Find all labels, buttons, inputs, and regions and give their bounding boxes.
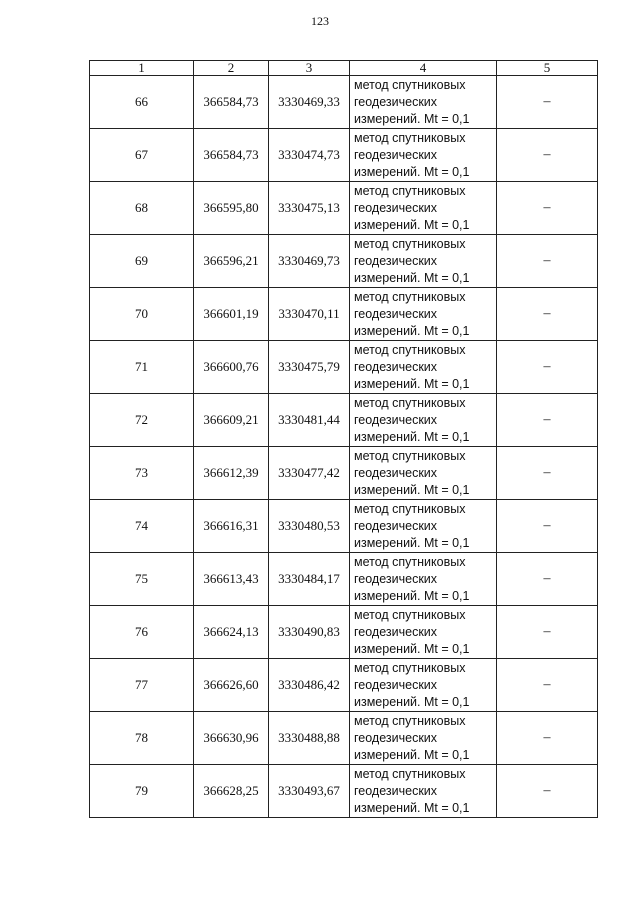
x-coordinate-cell: 366630,96 (194, 712, 269, 765)
point-number-cell: 69 (90, 235, 194, 288)
column-5-cell: – (497, 341, 598, 394)
method-text-line: геодезических (354, 730, 438, 745)
x-coordinate-cell: 366584,73 (194, 76, 269, 129)
method-text-line: метод спутниковых (354, 501, 466, 516)
table-row (90, 606, 598, 659)
column-5-cell: – (497, 129, 598, 182)
method-text-line: измерений. Mt = 0,1 (354, 641, 470, 656)
method-text-line: метод спутниковых (354, 395, 466, 410)
method-text-line: измерений. Mt = 0,1 (354, 694, 470, 709)
point-number-cell: 70 (90, 288, 194, 341)
method-text-line: геодезических (354, 359, 438, 374)
method-text-line: измерений. Mt = 0,1 (354, 800, 470, 815)
method-cell (350, 235, 497, 288)
method-cell (350, 394, 497, 447)
method-text-line: геодезических (354, 624, 438, 639)
x-coordinate-cell: 366601,19 (194, 288, 269, 341)
column-5-cell: – (497, 76, 598, 129)
method-cell (350, 182, 497, 235)
method-text-line: метод спутниковых (354, 130, 466, 145)
method-cell (350, 553, 497, 606)
table-row (90, 76, 598, 129)
table-row (90, 659, 598, 712)
x-coordinate-cell: 366626,60 (194, 659, 269, 712)
column-5-cell: – (497, 712, 598, 765)
point-number-cell: 71 (90, 341, 194, 394)
method-text-line: геодезических (354, 571, 438, 586)
method-text-line: измерений. Mt = 0,1 (354, 429, 470, 444)
x-coordinate-cell: 366613,43 (194, 553, 269, 606)
table-row (90, 712, 598, 765)
x-coordinate-cell: 366624,13 (194, 606, 269, 659)
method-text-line: метод спутниковых (354, 766, 466, 781)
method-cell (350, 712, 497, 765)
table-row (90, 553, 598, 606)
table-header-row (90, 61, 598, 76)
method-text-line: метод спутниковых (354, 660, 466, 675)
column-5-cell: – (497, 235, 598, 288)
method-text-line: измерений. Mt = 0,1 (354, 376, 470, 391)
method-text-line: геодезических (354, 94, 438, 109)
method-text-line: измерений. Mt = 0,1 (354, 747, 470, 762)
point-number-cell: 79 (90, 765, 194, 818)
y-coordinate-cell: 3330486,42 (269, 659, 350, 712)
column-5-cell: – (497, 765, 598, 818)
table-row (90, 182, 598, 235)
x-coordinate-cell: 366616,31 (194, 500, 269, 553)
table-row (90, 235, 598, 288)
method-text-line: геодезических (354, 306, 438, 321)
y-coordinate-cell: 3330470,11 (269, 288, 350, 341)
point-number-cell: 74 (90, 500, 194, 553)
method-text-line: метод спутниковых (354, 289, 466, 304)
method-cell (350, 606, 497, 659)
column-header: 2 (194, 61, 269, 76)
method-text-line: измерений. Mt = 0,1 (354, 323, 470, 338)
point-number-cell: 76 (90, 606, 194, 659)
y-coordinate-cell: 3330475,13 (269, 182, 350, 235)
y-coordinate-cell: 3330469,33 (269, 76, 350, 129)
x-coordinate-cell: 366628,25 (194, 765, 269, 818)
x-coordinate-cell: 366612,39 (194, 447, 269, 500)
table-body (90, 76, 598, 818)
method-text-line: геодезических (354, 200, 438, 215)
y-coordinate-cell: 3330477,42 (269, 447, 350, 500)
y-coordinate-cell: 3330475,79 (269, 341, 350, 394)
column-5-cell: – (497, 288, 598, 341)
method-text-line: метод спутниковых (354, 183, 466, 198)
table-row (90, 394, 598, 447)
y-coordinate-cell: 3330490,83 (269, 606, 350, 659)
table-row (90, 500, 598, 553)
method-text-line: метод спутниковых (354, 554, 466, 569)
page-number: 123 (311, 14, 329, 28)
table-row (90, 447, 598, 500)
method-text-line: метод спутниковых (354, 77, 466, 92)
method-text-line: геодезических (354, 147, 438, 162)
column-5-cell: – (497, 447, 598, 500)
method-cell (350, 76, 497, 129)
method-text-line: метод спутниковых (354, 713, 466, 728)
point-number-cell: 68 (90, 182, 194, 235)
method-text-line: метод спутниковых (354, 236, 466, 251)
method-cell (350, 500, 497, 553)
point-number-cell: 66 (90, 76, 194, 129)
point-number-cell: 72 (90, 394, 194, 447)
column-5-cell: – (497, 606, 598, 659)
y-coordinate-cell: 3330469,73 (269, 235, 350, 288)
method-cell (350, 765, 497, 818)
method-text-line: измерений. Mt = 0,1 (354, 535, 470, 550)
column-header: 3 (269, 61, 350, 76)
x-coordinate-cell: 366596,21 (194, 235, 269, 288)
method-text-line: измерений. Mt = 0,1 (354, 217, 470, 232)
method-text-line: геодезических (354, 253, 438, 268)
point-number-cell: 67 (90, 129, 194, 182)
coordinates-table (89, 60, 598, 818)
column-5-cell: – (497, 553, 598, 606)
table-row (90, 129, 598, 182)
column-5-cell: – (497, 394, 598, 447)
x-coordinate-cell: 366609,21 (194, 394, 269, 447)
x-coordinate-cell: 366595,80 (194, 182, 269, 235)
x-coordinate-cell: 366600,76 (194, 341, 269, 394)
y-coordinate-cell: 3330474,73 (269, 129, 350, 182)
method-text-line: геодезических (354, 518, 438, 533)
column-5-cell: – (497, 659, 598, 712)
y-coordinate-cell: 3330481,44 (269, 394, 350, 447)
x-coordinate-cell: 366584,73 (194, 129, 269, 182)
y-coordinate-cell: 3330488,88 (269, 712, 350, 765)
column-header: 5 (497, 61, 598, 76)
column-header: 1 (90, 61, 194, 76)
method-text-line: метод спутниковых (354, 607, 466, 622)
method-text-line: метод спутниковых (354, 342, 466, 357)
column-header: 4 (350, 61, 497, 76)
point-number-cell: 78 (90, 712, 194, 765)
point-number-cell: 77 (90, 659, 194, 712)
method-text-line: метод спутниковых (354, 448, 466, 463)
method-cell (350, 288, 497, 341)
method-text-line: измерений. Mt = 0,1 (354, 111, 470, 126)
method-text-line: геодезических (354, 412, 438, 427)
y-coordinate-cell: 3330484,17 (269, 553, 350, 606)
y-coordinate-cell: 3330480,53 (269, 500, 350, 553)
y-coordinate-cell: 3330493,67 (269, 765, 350, 818)
table-row (90, 765, 598, 818)
point-number-cell: 75 (90, 553, 194, 606)
method-cell (350, 659, 497, 712)
method-text-line: измерений. Mt = 0,1 (354, 164, 470, 179)
method-text-line: геодезических (354, 677, 438, 692)
method-text-line: геодезических (354, 783, 438, 798)
table-row (90, 341, 598, 394)
method-text-line: измерений. Mt = 0,1 (354, 588, 470, 603)
point-number-cell: 73 (90, 447, 194, 500)
method-cell (350, 447, 497, 500)
method-text-line: измерений. Mt = 0,1 (354, 270, 470, 285)
method-text-line: геодезических (354, 465, 438, 480)
column-5-cell: – (497, 182, 598, 235)
method-cell (350, 341, 497, 394)
table-row (90, 288, 598, 341)
method-cell (350, 129, 497, 182)
column-5-cell: – (497, 500, 598, 553)
method-text-line: измерений. Mt = 0,1 (354, 482, 470, 497)
